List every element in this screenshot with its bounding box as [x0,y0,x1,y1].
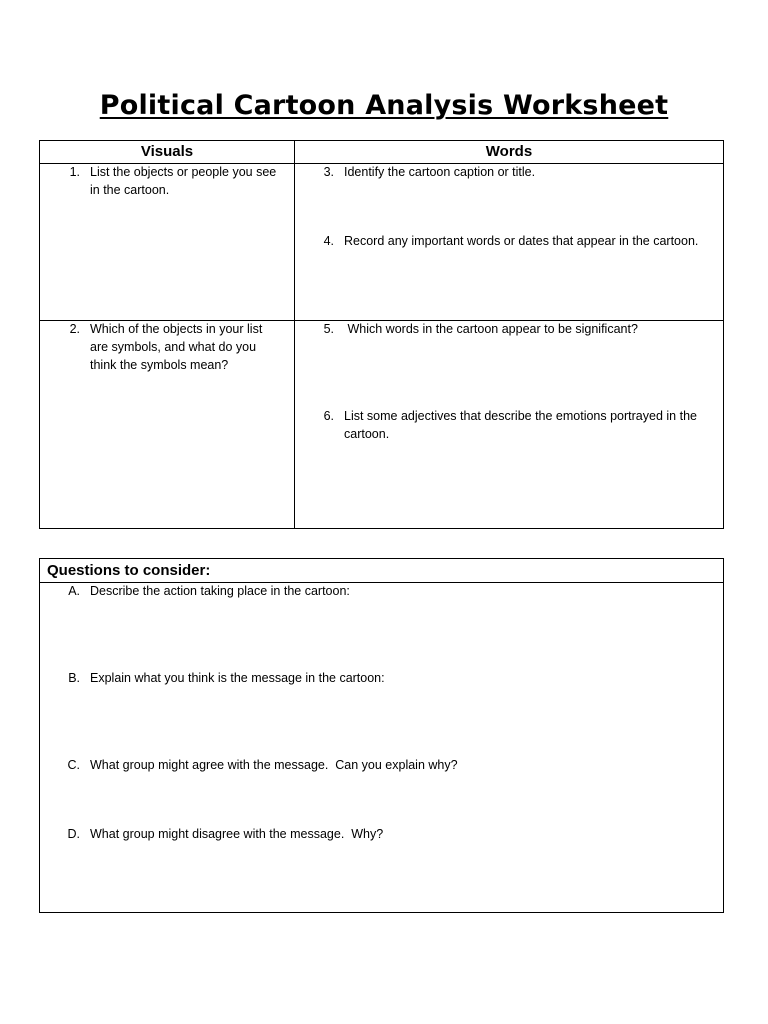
question-text [344,232,719,250]
question-text [344,163,719,181]
question-letter: B. [68,671,80,685]
question-item-4 [314,232,719,252]
question-item-6 [314,407,719,447]
question-text: Explain what you think is the message in the cartoon: [90,671,385,685]
question-line: List the objects or people you see [90,165,277,179]
page-title: Political Cartoon Analysis Worksheet [99,90,669,121]
question-number: 3. [323,165,334,179]
visuals-header: Visuals [140,143,194,160]
question-item-3 [314,163,719,183]
question-line: in the cartoon. [90,183,170,197]
question-text [90,163,295,199]
words-header: Words [485,143,533,160]
question-text [344,320,719,338]
question-number: 5. [323,322,334,336]
question-line: Identify the cartoon caption or title. [344,165,536,179]
consider-item-d [60,825,710,845]
question-text: What group might agree with the message. Can you explain why? [90,758,458,772]
question-text: What group might disagree with the message. Why? [90,827,384,841]
question-number: 4. [323,234,334,248]
question-number: 6. [323,409,334,423]
question-line: Which words in the cartoon appear to be significant? [344,322,638,336]
questions-heading: Questions to consider: [47,562,211,579]
question-number: 1. [69,165,80,179]
question-number: 2. [69,322,80,336]
question-letter: C. [67,758,80,772]
consider-item-c [60,756,710,776]
analysis-table [39,140,724,529]
question-line: Record any important words or dates that appear in the cartoon. [344,234,699,248]
question-line: think the symbols mean? [90,358,229,372]
question-line: Which of the objects in your list [90,322,263,336]
question-item-2 [60,320,290,380]
consider-item-a [60,582,710,602]
question-item-5 [314,320,719,340]
question-line: List some adjectives that describe the emotions portrayed in the [344,409,697,423]
question-line: cartoon. [344,427,390,441]
consider-item-b [60,669,710,689]
question-line: are symbols, and what do you [90,340,257,354]
question-text [344,407,719,443]
question-text [90,320,295,374]
question-item-1 [60,163,290,203]
question-text: Describe the action taking place in the cartoon: [90,584,350,598]
questions-table [39,558,724,913]
question-letter: A. [68,584,80,598]
question-letter: D. [67,827,80,841]
